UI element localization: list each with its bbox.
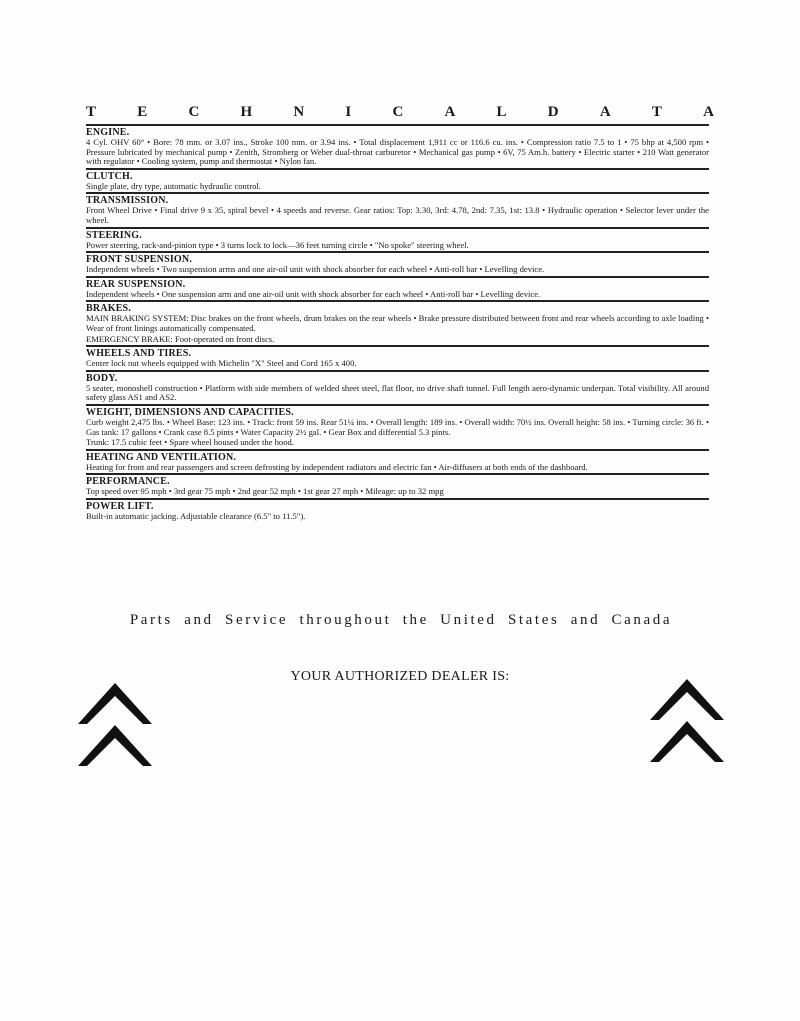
spec-body: Center lock nut wheels equipped with Michelin "X" Steel and Cord 165 x 400. <box>86 358 357 369</box>
spec-section <box>86 404 709 448</box>
spec-body: Independent wheels • One suspension arm and one air-oil unit with shock absorber for each wheel • Anti-roll bar • Levelling device. <box>86 288 541 299</box>
title-letter: T <box>651 104 662 120</box>
title-letter: A <box>444 104 456 120</box>
spec-section <box>86 449 709 473</box>
spec-body: Independent wheels • Two suspension arms and one air-oil unit with shock absorber for each wheel • Anti-roll bar • Levelling device. <box>86 264 545 275</box>
spec-section <box>86 227 709 251</box>
spec-heading: REAR SUSPENSION. <box>86 278 186 290</box>
spec-heading: CLUTCH. <box>86 170 133 182</box>
double-chevron-icon <box>648 676 726 768</box>
spec-heading: WEIGHT, DIMENSIONS AND CAPACITIES. <box>86 406 294 418</box>
title-letter: C <box>188 104 200 120</box>
spec-body: Heating for front and rear passengers and screen defrosting by independent radiators and electric fan • Air-diffusers at both ends of the dashboard. <box>86 461 588 472</box>
title-letter: E <box>137 104 148 120</box>
spec-heading: POWER LIFT. <box>86 500 154 512</box>
title-letter: D <box>547 104 559 120</box>
spec-body: Power steering, rack-and-pinion type • 3 turns lock to lock—36 feet turning circle • "No spoke" steering wheel. <box>86 239 469 250</box>
spec-heading: FRONT SUSPENSION. <box>86 254 193 266</box>
spec-heading: WHEELS AND TIRES. <box>86 348 192 360</box>
spec-body: Top speed over 95 mph • 3rd gear 75 mph • 2nd gear 52 mph • 1st gear 27 mph • Mileage: up to 32 mpg <box>86 486 444 497</box>
spec-heading: HEATING AND VENTILATION. <box>86 451 237 463</box>
spec-heading: ENGINE. <box>86 127 130 138</box>
double-chevron-icon <box>76 680 154 772</box>
title-letter: L <box>496 104 507 120</box>
spec-body: Built-in automatic jacking. Adjustable clearance (6.5" to 11.5"). <box>86 510 306 521</box>
spec-section <box>86 345 709 369</box>
title-letter: A <box>703 104 714 120</box>
technical-data-title <box>86 104 714 121</box>
spec-heading: BODY. <box>86 372 118 384</box>
title-letter: C <box>392 104 404 120</box>
title-letter: A <box>599 104 611 120</box>
parts-service-line: Parts and Service throughout the United States and Canada <box>129 612 673 628</box>
spec-heading: STEERING. <box>86 229 142 241</box>
spec-section <box>86 276 709 300</box>
title-letter: N <box>293 104 305 120</box>
spec-body-extra: EMERGENCY BRAKE: Foot-operated on front discs. <box>86 333 275 344</box>
spec-section <box>86 168 709 192</box>
spec-section <box>86 124 709 167</box>
spec-body: 4 Cyl. OHV 60° • Bore: 78 mm. or 3.07 ins., Stroke 100 mm. or 3.94 ins. • Total displacement 1,911 cc or 116.6 cu. ins. • Compression ratio 7.5 to 1 • 75 bhp at 4,500 rpm • Pressure lubricated by mechanical pump • Zenith, Stromberg or Weber dual-throat carburetor • Mechanical gas pump • 6V, 75 Am.h. battery • Electric starter • 210 Watt generator with regulator • Cooling system, pump and thermostat • Nylon fan. <box>86 137 709 167</box>
title-letter: H <box>240 104 253 120</box>
spec-sections <box>86 124 709 522</box>
spec-heading: BRAKES. <box>86 303 132 315</box>
spec-body-extra: Trunk: 17.5 cubic feet • Spare wheel housed under the hood. <box>86 437 294 448</box>
spec-body: Curb weight 2,475 lbs. • Wheel Base: 123 ins. • Track: front 59 ins. Rear 51¼ ins. • Overall length: 189 ins. • Overall width: 70½ ins. Overall height: 58 ins. • Turning circle: 36 ft. • Gas tank: 17 gallons • Crank case 8.5 pints • Water Capacity 2½ gal. • Gear Box and differential 5.3 pints. <box>86 416 709 437</box>
spec-heading: TRANSMISSION. <box>86 195 169 207</box>
spec-body: 5 seater, monoshell construction • Platform with side members of welded sheet steel, flat floor, no drive shaft tunnel. Full length aero-dynamic underpan. Total visibility. All around safety glass AS1 and AS2. <box>86 382 709 403</box>
spec-body: Front Wheel Drive • Final drive 9 x 35, spiral bevel • 4 speeds and reverse. Gear ratios: Top: 3.30, 3rd: 4.78, 2nd: 7.35, 1st: 13.8 • Hydraulic operation • Selector lever under the wheel. <box>86 205 709 225</box>
spec-section <box>86 498 709 522</box>
spec-section <box>86 370 709 403</box>
spec-section <box>86 473 709 497</box>
spec-body: Single plate, dry type, automatic hydraulic control. <box>86 180 261 191</box>
authorized-dealer-label: YOUR AUTHORIZED DEALER IS: <box>290 669 510 684</box>
spec-body: MAIN BRAKING SYSTEM: Disc brakes on the front wheels, drum brakes on the rear wheels • Brake pressure distributed between front and rear wheels according to axle loading • Wear of front linings automatically compensated. <box>86 313 709 333</box>
spec-section <box>86 300 709 344</box>
title-letter: T <box>86 104 97 120</box>
title-letter: I <box>345 104 352 120</box>
spec-heading: PERFORMANCE. <box>86 476 170 488</box>
spec-section <box>86 192 709 225</box>
spec-section <box>86 251 709 275</box>
